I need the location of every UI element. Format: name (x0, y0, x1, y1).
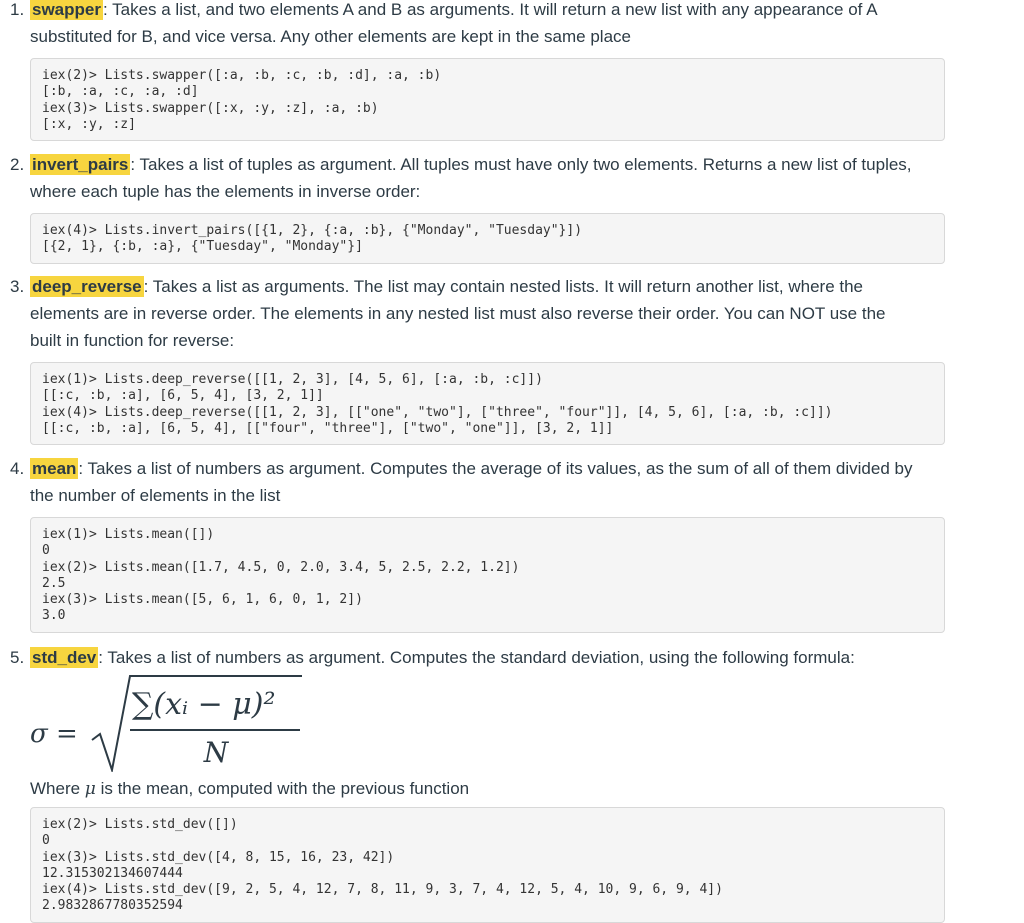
item-number: 2. (10, 155, 25, 174)
code-line: [[:c, :b, :a], [6, 5, 4], [["four", "three"], ["two", "one"]], [3, 2, 1]] (42, 420, 614, 436)
where-prefix: Where (30, 779, 85, 798)
code-line: [:x, :y, :z] (42, 116, 136, 132)
code-block (30, 213, 945, 264)
description-line: : Takes a list of numbers as argument. Computes the average of its values, as the sum of all of them divided by (78, 459, 913, 478)
code-line: [:b, :a, :c, :a, :d] (42, 84, 199, 100)
code-line: iex(4)> Lists.std_dev([9, 2, 5, 4, 12, 7, 8, 11, 9, 3, 7, 4, 12, 5, 4, 10, 9, 6, 9, 4]) (42, 882, 723, 898)
item-description (10, 644, 945, 671)
description-line: : Takes a list as arguments. The list may contain nested lists. It will return another list, where the (143, 277, 864, 296)
std-dev-formula (30, 672, 320, 772)
function-item-swapper (10, 0, 945, 141)
item-number: 3. (10, 277, 25, 296)
function-item-mean (10, 455, 945, 633)
function-item-deep-reverse (10, 273, 945, 445)
function-name: invert_pairs (32, 155, 129, 174)
item-number: 5. (10, 648, 25, 667)
code-line: [{2, 1}, {:b, :a}, {"Tuesday", "Monday"}] (42, 239, 363, 255)
code-line: iex(3)> Lists.mean([5, 6, 1, 6, 0, 1, 2]) (42, 592, 363, 608)
code-line: iex(4)> Lists.deep_reverse([[1, 2, 3], [["one", "two"], ["three", "four"]], [4, 5, 6], [:a, :b, :c]]) (42, 404, 833, 420)
description-line: built in function for reverse: (30, 331, 235, 350)
code-line: iex(2)> Lists.mean([1.7, 4.5, 0, 2.0, 3.4, 5, 2.5, 2.2, 1.2]) (42, 559, 520, 575)
code-line: iex(1)> Lists.mean([]) (42, 527, 215, 542)
item-description (10, 273, 945, 354)
formula-numerator: ∑(xᵢ − μ)² (132, 687, 276, 722)
function-name: swapper (32, 0, 101, 19)
description-line: where each tuple has the elements in inverse order: (30, 182, 421, 201)
code-line: iex(2)> Lists.swapper([:a, :b, :c, :b, :d], :a, :b) (42, 68, 442, 83)
item-number: 4. (10, 459, 25, 478)
code-line: iex(3)> Lists.swapper([:x, :y, :z], :a, :b) (42, 100, 379, 116)
code-line: 2.9832867780352594 (42, 898, 183, 914)
code-line: 12.315302134607444 (42, 865, 183, 881)
item-number: 1. (10, 0, 25, 19)
function-name: mean (32, 459, 77, 478)
std-dev-code-wrapper (10, 799, 945, 923)
function-name: deep_reverse (32, 277, 142, 296)
item-description (10, 455, 945, 509)
code-line: iex(4)> Lists.invert_pairs([{1, 2}, {:a, :b}, {"Monday", "Tuesday"}]) (42, 223, 583, 238)
code-block (30, 58, 945, 141)
item-description (10, 0, 945, 50)
mu-symbol: μ (84, 779, 96, 799)
code-line: 0 (42, 833, 50, 849)
code-block (30, 517, 945, 633)
description-line: : Takes a list of numbers as argument. Computes the standard deviation, using the following formula: (98, 648, 855, 667)
code-block (30, 807, 945, 923)
description-line: the number of elements in the list (30, 486, 281, 505)
function-name: std_dev (32, 648, 97, 667)
function-item-std-dev (10, 644, 945, 671)
description-line: elements are in reverse order. The elements in any nested list must also reverse their order. You can NOT use the (30, 304, 886, 323)
formula-lhs: σ = (30, 719, 78, 749)
code-line: 0 (42, 543, 50, 559)
description-line: substituted for B, and vice versa. Any other elements are kept in the same place (30, 27, 631, 46)
formula-denominator: N (203, 736, 229, 769)
code-line: 2.5 (42, 575, 66, 591)
description-line: : Takes a list of tuples as argument. All tuples must have only two elements. Returns a new list of tuples, (130, 155, 912, 174)
code-line: iex(2)> Lists.std_dev([]) (42, 817, 238, 832)
code-line: [[:c, :b, :a], [6, 5, 4], [3, 2, 1]] (42, 388, 324, 404)
description-line: : Takes a list, and two elements A and B as arguments. It will return a new list with any appearance of A (102, 0, 878, 19)
code-line: iex(3)> Lists.std_dev([4, 8, 15, 16, 23, 42]) (42, 849, 395, 865)
where-suffix: is the mean, computed with the previous function (95, 779, 470, 798)
code-block (30, 362, 945, 445)
function-item-invert-pairs (10, 151, 945, 264)
item-description (10, 151, 945, 205)
code-line: iex(1)> Lists.deep_reverse([[1, 2, 3], [4, 5, 6], [:a, :b, :c]]) (42, 372, 543, 387)
code-line: 3.0 (42, 608, 66, 624)
